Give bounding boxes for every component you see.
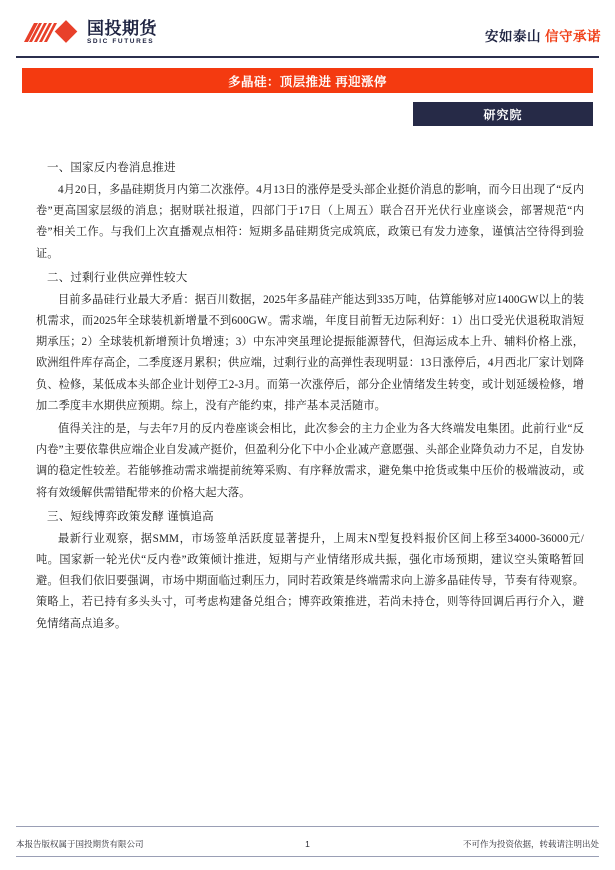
- slogan-part-2: 信守承诺: [545, 29, 601, 44]
- section-2-paragraph-2: 值得关注的是，与去年7月的反内卷座谈会相比，此次参会的主力企业为各大终端发电集团。此前行业“反内卷”主要依靠供应端企业自发减产挺价，但盈利分化下中小企业减产意愿强、头部企业降负动力不足，自发协调的稳定性较差。若能够推动需求端提前统筹采购、有序释放需求，避免集中抢货或集中压价的极端波动，或将有效缓解供需错配带来的价格大起大落。: [36, 423, 584, 499]
- header-divider: [16, 56, 599, 58]
- section-2-heading: 二、过剩行业供应弹性较大: [47, 271, 188, 284]
- page-footer: [16, 838, 599, 850]
- report-title-banner: [22, 68, 593, 93]
- department-label: 研究院: [483, 107, 523, 122]
- company-logo: [22, 18, 157, 48]
- section-3-heading: 三、短线博弈政策发酵 谨慎追高: [47, 510, 214, 523]
- section-2: [36, 268, 584, 504]
- sdic-diamond-stripes-logo-icon: [22, 20, 80, 46]
- section-3-paragraph-1: 最新行业观察，据SMM，市场签单活跃度显著提升，上周末N型复投料报价区间上移至34000-36000元/吨。国家新一轮光伏“反内卷”政策倾计推进，短期与产业情绪形成共振，强化市场预期，建议空头策略暂回避。但我们依旧要强调，市场中期面临过剩压力，同时若政策是终端需求向上游多晶硅传导，节奏有待观察。策略上，若已持有多头头寸，可考虑构建备兑组合；博弈政策推进，若尚未持仓，则等待回调后再行介入，避免情绪高点追多。: [36, 532, 584, 630]
- footer-disclaimer: 不可作为投资依据，转载请注明出处: [462, 839, 599, 849]
- footer-divider-top: [16, 826, 599, 827]
- section-2-paragraph-1: 目前多晶硅行业最大矛盾：据百川数据，2025年多晶硅产能达到335万吨，估算能够对应1400GW以上的装机需求，而2025年全球装机新增量不到600GW。需求端，年度目前暂无边际利好：1）出口受光伏退税取消短期承压；2）全球装机新增预计负增速；3）中东冲突虽理论提振能源替代，但海运成本上升、辅料价格上涨，欧洲组件库存高企，二季度逐月累积；供应端，过剩行业的高弹性表现明显：13日涨停后，4月西北厂家计划降负、检修，某低成本头部企业计划停工2-3月。而第一次涨停后，部分企业情绪发生转变，或计划延缓检修，增加二季度丰水期供应预期。综上，没有产能约束，排产基本灵活随市。: [36, 293, 584, 412]
- company-slogan: [485, 25, 601, 45]
- logo-company-name-en: SDIC FUTURES: [87, 38, 155, 46]
- report-title: 多晶硅：顶层推进 再迎涨停: [228, 74, 387, 89]
- section-1-paragraph-1: 4月20日，多晶硅期货月内第二次涨停。4月13日的涨停是受头部企业挺价消息的影响，而今日出现了“反内卷”更高国家层级的消息；据财联社报道，四部门于17日（上周五）联合召开光伏行业座谈会，部署规范“内卷”相关工作。与我们上次直播观点相符：短期多晶硅期货完成筑底，政策已有发力迹象，谨慎沽空待得到验证。: [36, 184, 584, 260]
- slogan-part-1: 安如泰山: [485, 29, 541, 44]
- section-3: [36, 507, 584, 635]
- department-badge: [413, 102, 593, 126]
- footer-copyright: 本报告版权属于国投期货有限公司: [16, 839, 144, 849]
- logo-text-block: [87, 20, 157, 46]
- page-number: 1: [305, 839, 310, 849]
- footer-divider-bottom: [16, 856, 599, 857]
- logo-company-name-cn: 国投期货: [87, 19, 157, 39]
- page-header: [0, 0, 615, 62]
- section-1-heading: 一、国家反内卷消息推进: [47, 162, 176, 174]
- section-1: [36, 158, 584, 265]
- report-body: [36, 158, 584, 638]
